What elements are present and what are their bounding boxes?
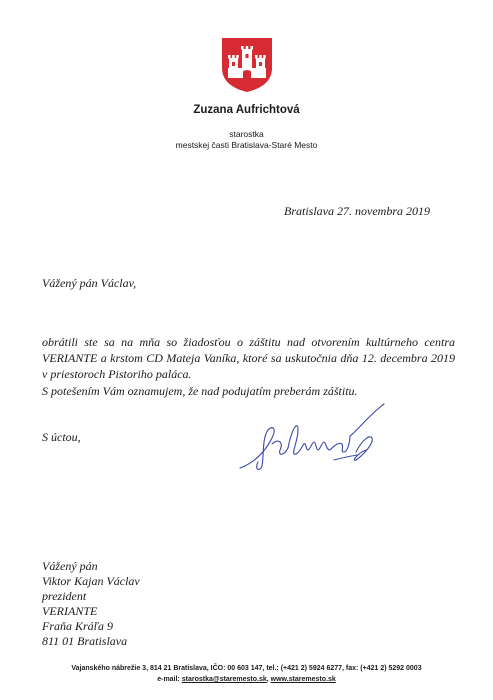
coat-of-arms-icon xyxy=(222,38,272,92)
sender-name: Zuzana Aufrichtová xyxy=(193,104,300,116)
recipient-address xyxy=(42,559,140,649)
recipient-line: 811 01 Bratislava xyxy=(42,634,128,648)
body-paragraph-2: S potešením Vám oznamujem, že nad podujatím preberám záštitu. xyxy=(42,384,358,398)
email-label: e-mail: xyxy=(157,676,182,683)
recipient-line: Vážený pán xyxy=(42,559,98,573)
salutation: Vážený pán Václav, xyxy=(42,276,137,290)
email-link[interactable]: starostka@staremesto.sk xyxy=(181,676,267,683)
sender-unit: mestskej časti Bratislava-Staré Mesto xyxy=(175,140,318,150)
footer-address: Vajanského nábrežie 3, 814 21 Bratislava, IČO: 00 603 147, tel.: (+421 2) 5924 6277, fax: (+421 2) 5292 0003 xyxy=(71,665,422,672)
sender-role: starostka xyxy=(229,129,264,139)
letter-date: Bratislava 27. novembra 2019 xyxy=(284,204,430,218)
recipient-line: Fraňa Kráľa 9 xyxy=(42,619,114,633)
footer-separator: , xyxy=(266,676,271,683)
website-link[interactable]: www.staremesto.sk xyxy=(270,676,336,683)
footer-contact xyxy=(0,676,493,683)
body-paragraph-1: obrátili ste sa na mňa so žiadosťou o záštitu nad otvorením kultúrneho centra VERIANTE a krstom CD Mateja Vaníka, ktoré sa uskutočnia dňa 12. decembra 2019 v priestoroch Pistoriho paláca. xyxy=(42,335,455,381)
recipient-line: prezident xyxy=(42,589,87,603)
recipient-line: Viktor Kajan Václav xyxy=(42,574,140,588)
handwritten-signature xyxy=(238,400,388,480)
closing: S úctou, xyxy=(42,430,81,444)
recipient-line: VERIANTE xyxy=(42,604,98,618)
